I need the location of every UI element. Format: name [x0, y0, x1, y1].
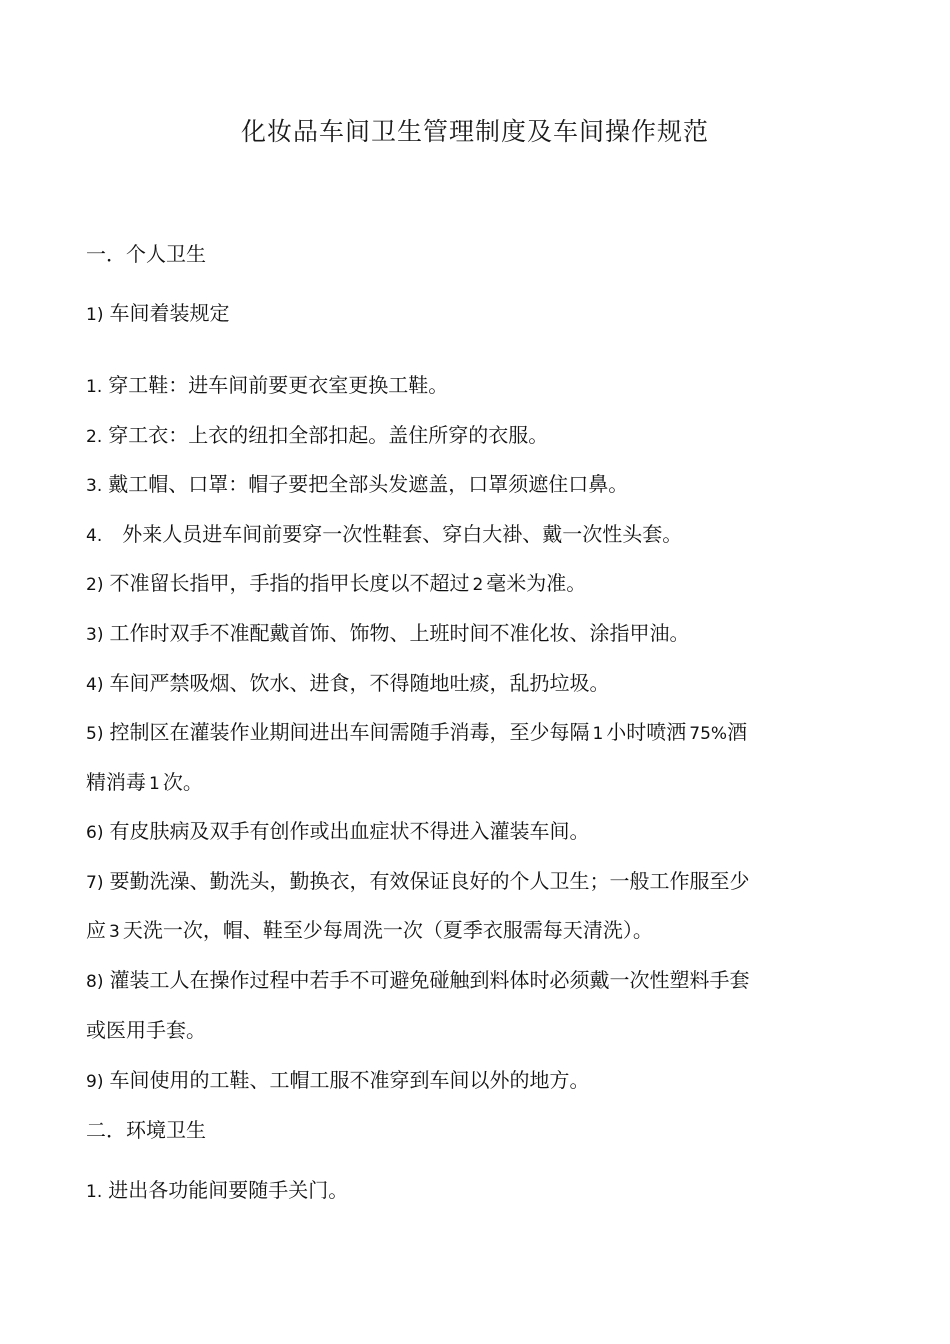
list-item — [86, 518, 876, 552]
rule-text: 灌装工人在操作过程中若手不可避免碰触到料体时必须戴一次性塑料手套 — [109, 968, 750, 992]
rule-item-disinfection — [86, 716, 876, 750]
rule-text: 天洗一次，帽、鞋至少每周洗一次（夏季衣服需每天清洗）。 — [122, 918, 653, 942]
rule-text: 小时喷洒 — [606, 720, 687, 744]
list-item — [86, 369, 876, 403]
rule-text: 有皮肤病及双手有创作或出血症状不得进入灌装车间。 — [109, 819, 590, 843]
rule-value: 75% — [689, 724, 728, 744]
rule-item-washing — [86, 865, 876, 899]
rule-number: 6) — [86, 823, 104, 843]
rule-text: 车间严禁吸烟、饮水、进食，不得随地吐痰，乱扔垃圾。 — [109, 671, 610, 695]
rule-number: 8) — [86, 972, 104, 992]
rule-text: 车间使用的工鞋、工帽工服不准穿到车间以外的地方。 — [109, 1068, 590, 1092]
list-item-number: 1. — [86, 1182, 103, 1202]
rule-item-workwear — [86, 1064, 876, 1098]
rule-text: 精消毒 — [86, 770, 146, 794]
rule-text: 工作时双手不准配戴首饰、饰物、上班时间不准化妆、涂指甲油。 — [109, 621, 690, 645]
rule-item-washing-cont — [86, 914, 876, 948]
rule-text: 要勤洗澡、勤洗头，勤换衣，有效保证良好的个人卫生；一般工作服至少 — [109, 869, 750, 893]
section-heading-environment-hygiene: 二．环境卫生 — [86, 1118, 206, 1142]
document-title: 化妆品车间卫生管理制度及车间操作规范 — [240, 117, 709, 146]
rule-value: 1 — [592, 724, 604, 744]
rule-item-no-smoking — [86, 667, 876, 701]
rule-number: 2) — [86, 575, 104, 595]
rule-item-gloves — [86, 964, 876, 998]
rule-text: 毫米为准。 — [486, 571, 587, 595]
section-heading-personal-hygiene: 一．个人卫生 — [86, 242, 206, 266]
rule-item-disinfection-cont — [86, 766, 876, 800]
rule-item-skin-disease — [86, 815, 876, 849]
subsection-number: 1) — [86, 305, 104, 325]
rule-text: 不准留长指甲，手指的指甲长度以不超过 — [109, 571, 470, 595]
list-item — [86, 1174, 876, 1208]
list-item-number: 4. — [86, 526, 103, 546]
rule-text: 控制区在灌装作业期间进出车间需随手消毒，至少每隔 — [109, 720, 590, 744]
list-item-text: 外来人员进车间前要穿一次性鞋套、穿白大褂、戴一次性头套。 — [122, 522, 683, 546]
rule-value: 2 — [472, 575, 484, 595]
rule-text: 应 — [86, 918, 106, 942]
list-item-number: 2. — [86, 427, 103, 447]
list-item-text: 戴工帽、口罩：帽子要把全部头发遮盖，口罩须遮住口鼻。 — [108, 472, 629, 496]
rule-text: 酒 — [727, 720, 748, 744]
list-item-text: 进出各功能间要随手关门。 — [108, 1178, 349, 1202]
list-item — [86, 468, 876, 502]
list-item — [86, 419, 876, 453]
rule-number: 5) — [86, 724, 104, 744]
rule-number: 7) — [86, 873, 104, 893]
rule-text: 或医用手套。 — [86, 1018, 206, 1042]
rule-item-gloves-cont — [86, 1014, 876, 1046]
subsection-dress-code — [86, 297, 876, 331]
list-item-text: 穿工衣：上衣的纽扣全部扣起。盖住所穿的衣服。 — [108, 423, 549, 447]
rule-number: 4) — [86, 675, 104, 695]
rule-value: 1 — [149, 774, 160, 794]
list-item-number: 1. — [86, 377, 103, 397]
rule-value: 3 — [109, 922, 120, 942]
rule-number: 9) — [86, 1072, 104, 1092]
list-item-text: 穿工鞋：进车间前要更衣室更换工鞋。 — [108, 373, 449, 397]
rule-number: 3) — [86, 625, 104, 645]
rule-text: 次。 — [162, 770, 203, 794]
rule-item-nails — [86, 567, 876, 601]
list-item-number: 3. — [86, 476, 103, 496]
subsection-text: 车间着装规定 — [109, 301, 230, 325]
rule-item-jewelry — [86, 617, 876, 651]
